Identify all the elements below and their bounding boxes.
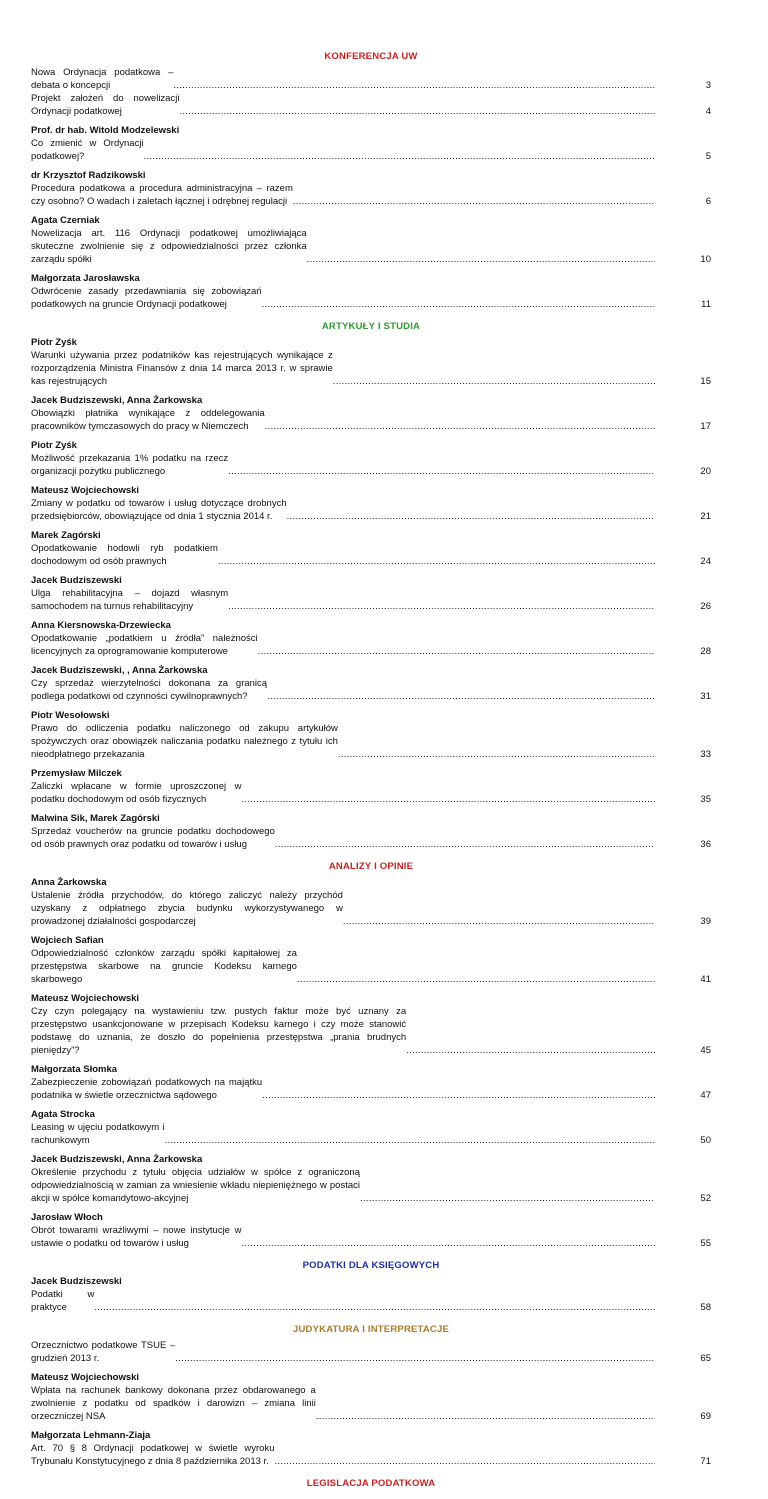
entry-page-number: 41 bbox=[700, 974, 711, 985]
entry-page-number: 36 bbox=[700, 839, 711, 850]
entry-title[interactable]: Odpowiedzialność członków zarządu spółki kapitałowej za przestępstwa skarbowe na gruncie Kodeksu karnego skarbowego bbox=[31, 948, 297, 985]
entry-line bbox=[31, 452, 711, 478]
entry-page-number: 20 bbox=[700, 466, 711, 477]
dot-leader bbox=[228, 465, 655, 478]
entry-title[interactable]: Art. 70 § 8 Ordynacji podatkowej w świetle wyroku Trybunału Konstytucyjnego z dnia 8 października 2013 r. bbox=[31, 1443, 275, 1467]
entry-line bbox=[31, 407, 711, 433]
entry-line bbox=[31, 285, 711, 311]
entry-title[interactable]: Zabezpieczenie zobowiązań podatkowych na majątku podatnika w świetle orzecznictwa sądowego bbox=[31, 1077, 263, 1101]
entry-line bbox=[31, 349, 711, 388]
entry-author: Piotr Zyśk bbox=[31, 440, 77, 451]
toc-entry[interactable] bbox=[31, 272, 711, 311]
toc-entry[interactable] bbox=[31, 992, 711, 1057]
toc-entry[interactable] bbox=[31, 1371, 711, 1423]
dot-leader bbox=[258, 645, 655, 658]
entry-title[interactable]: Podatki w praktyce bbox=[31, 1289, 95, 1313]
entry-title[interactable]: Leasing w ujęciu podatkowym i rachunkowym bbox=[31, 1122, 165, 1146]
entry-author: Przemysław Milczek bbox=[31, 768, 122, 779]
section-heading: LEGISLACJA PODATKOWA bbox=[306, 1478, 436, 1489]
section-heading: ANALIZY I OPINIE bbox=[328, 861, 414, 872]
entry-line bbox=[31, 92, 711, 118]
entry-line bbox=[31, 632, 711, 658]
toc-section bbox=[31, 51, 711, 311]
dot-leader bbox=[275, 1455, 655, 1468]
entry-title[interactable]: Orzecznictwo podatkowe TSUE – grudzień 2013 r. bbox=[31, 1340, 176, 1364]
dot-leader bbox=[144, 150, 655, 163]
entry-line bbox=[31, 1339, 711, 1365]
toc-entry[interactable] bbox=[31, 1108, 711, 1147]
toc-entry[interactable] bbox=[31, 1429, 711, 1468]
entry-title[interactable]: Warunki używania przez podatników kas rejestrujących wynikające z rozporządzenia Ministra Finansów z dnia 14 marca 2013 r. w sprawie kas rejestrujących bbox=[31, 350, 333, 387]
dot-leader bbox=[360, 1192, 655, 1205]
dot-leader bbox=[241, 793, 655, 806]
entry-line bbox=[31, 1005, 711, 1057]
dot-leader bbox=[275, 838, 655, 851]
toc-entry[interactable] bbox=[31, 812, 711, 851]
entry-author: Jacek Budziszewski, Anna Żarkowska bbox=[31, 395, 203, 406]
dot-leader bbox=[287, 510, 655, 523]
entry-title[interactable]: Wpłata na rachunek bankowy dokonana przez obdarowanego a zwolnienie z podatku od spadków i darowizn – zmiana linii orzeczniczej NSA bbox=[31, 1385, 316, 1422]
dot-leader bbox=[338, 748, 655, 761]
entry-line bbox=[31, 1442, 711, 1468]
dot-leader bbox=[316, 1410, 655, 1423]
toc-entry[interactable] bbox=[31, 66, 711, 92]
entry-author: Wojciech Safian bbox=[31, 935, 104, 946]
entry-author: Mateusz Wojciechowski bbox=[31, 1372, 140, 1383]
table-of-contents bbox=[31, 51, 711, 1499]
toc-entry[interactable] bbox=[31, 1211, 711, 1250]
entry-line bbox=[31, 137, 711, 163]
entry-page-number: 52 bbox=[700, 1193, 711, 1204]
dot-leader bbox=[175, 1352, 655, 1365]
entry-title[interactable]: Czy sprzedaż wierzytelności dokonana za granicą podlega podatkowi od czynności cywilnoprawnych? bbox=[31, 678, 268, 702]
toc-entry[interactable] bbox=[31, 1275, 711, 1314]
toc-entry[interactable] bbox=[31, 336, 711, 388]
toc-section bbox=[31, 1324, 711, 1468]
entry-title[interactable]: Opodatkowanie hodowli ryb podatkiem dochodowym od osób prawnych bbox=[31, 543, 218, 567]
toc-section bbox=[31, 861, 711, 1250]
dot-leader bbox=[267, 690, 655, 703]
entry-author: Mateusz Wojciechowski bbox=[31, 485, 140, 496]
entry-line bbox=[31, 1288, 711, 1314]
entry-title[interactable]: Zaliczki wpłacane w formie uproszczonej w podatku dochodowym od osób fizycznych bbox=[31, 781, 242, 805]
entry-author: Prof. dr hab. Witold Modzelewski bbox=[31, 125, 180, 136]
toc-entry[interactable] bbox=[31, 1339, 711, 1365]
dot-leader bbox=[179, 105, 655, 118]
entry-author: Mateusz Wojciechowski bbox=[31, 993, 140, 1004]
entry-list bbox=[31, 66, 711, 311]
dot-leader bbox=[333, 375, 655, 388]
entry-page-number: 11 bbox=[701, 299, 711, 310]
entry-author: Małgorzata Słomka bbox=[31, 1064, 118, 1075]
entry-page-number: 35 bbox=[700, 794, 711, 805]
section-heading: KONFERENCJA UW bbox=[324, 51, 418, 62]
dot-leader bbox=[307, 253, 655, 266]
entry-page-number: 71 bbox=[700, 1456, 711, 1467]
toc-entry[interactable] bbox=[31, 394, 711, 433]
entry-author: Piotr Wesołowski bbox=[31, 710, 110, 721]
entry-author: Jarosław Włoch bbox=[31, 1212, 103, 1223]
entry-author: Jacek Budziszewski, , Anna Żarkowska bbox=[31, 665, 208, 676]
entry-line bbox=[31, 1224, 711, 1250]
entry-title[interactable]: Ulga rehabilitacyjna – dojazd własnym samochodem na turnus rehabilitacyjny bbox=[31, 588, 229, 612]
entry-author: dr Krzysztof Radzikowski bbox=[31, 170, 146, 181]
entry-page-number: 39 bbox=[700, 916, 711, 927]
entry-page-number: 65 bbox=[700, 1353, 711, 1364]
entry-page-number: 31 bbox=[700, 691, 711, 702]
toc-entry[interactable] bbox=[31, 574, 711, 613]
toc-entry[interactable] bbox=[31, 767, 711, 806]
entry-title[interactable]: Nowa Ordynacja podatkowa – debata o koncepcji bbox=[31, 67, 174, 91]
toc-entry[interactable] bbox=[31, 1063, 711, 1102]
entry-line bbox=[31, 497, 711, 523]
section-heading: ARTYKUŁY I STUDIA bbox=[321, 321, 421, 332]
entry-line bbox=[31, 1384, 711, 1423]
entry-author: Anna Żarkowska bbox=[31, 877, 107, 888]
section-heading: PODATKI DLA KSIĘGOWYCH bbox=[302, 1260, 440, 1271]
entry-list bbox=[31, 876, 711, 1250]
entry-page-number: 45 bbox=[700, 1045, 711, 1056]
entry-page-number: 10 bbox=[700, 254, 711, 265]
entry-page-number: 4 bbox=[705, 106, 711, 117]
entry-line bbox=[31, 227, 711, 266]
entry-author: Małgorzata Lehmann-Ziaja bbox=[31, 1430, 151, 1441]
entry-line bbox=[31, 677, 711, 703]
toc-entry[interactable] bbox=[31, 1153, 711, 1205]
entry-title[interactable]: Zmiany w podatku od towarów i usług dotyczące drobnych przedsiębiorców, obowiązujące od dnia 1 stycznia 2014 r. bbox=[31, 498, 287, 522]
entry-page-number: 5 bbox=[705, 151, 711, 162]
entry-title[interactable]: Obowiązki płatnika wynikające z oddelegowania pracowników tymczasowych do pracy w Niemczech bbox=[31, 408, 265, 432]
entry-line bbox=[31, 722, 711, 761]
entry-title[interactable]: Projekt założeń do nowelizacji Ordynacji podatkowej bbox=[31, 93, 180, 117]
dot-leader bbox=[94, 1301, 655, 1314]
entry-author: Jacek Budziszewski bbox=[31, 1276, 122, 1287]
entry-page-number: 58 bbox=[700, 1302, 711, 1313]
entry-page-number: 69 bbox=[700, 1411, 711, 1422]
entry-page-number: 21 bbox=[700, 511, 711, 522]
dot-leader bbox=[343, 915, 655, 928]
toc-entry[interactable] bbox=[31, 124, 711, 163]
toc-entry[interactable] bbox=[31, 92, 711, 118]
entry-list bbox=[31, 1275, 711, 1314]
entry-page-number: 26 bbox=[700, 601, 711, 612]
toc-entry[interactable] bbox=[31, 619, 711, 658]
entry-title[interactable]: Opodatkowanie „podatkiem u źródła” należności licencyjnych za oprogramowanie komputerowe bbox=[31, 633, 258, 657]
toc-entry[interactable] bbox=[31, 529, 711, 568]
entry-title[interactable]: Ustalenie źródła przychodów, do którego zaliczyć należy przychód uzyskany z odpłatnego zbycia budynku wykorzystywanego w prowadzonej działalności gospodarczej bbox=[31, 890, 343, 927]
dot-leader bbox=[262, 1089, 655, 1102]
section-heading: JUDYKATURA I INTERPRETACJE bbox=[293, 1324, 449, 1335]
entry-page-number: 47 bbox=[700, 1090, 711, 1101]
entry-line bbox=[31, 66, 711, 92]
entry-line bbox=[31, 947, 711, 986]
toc-section bbox=[31, 1478, 711, 1489]
entry-title[interactable]: Czy czyn polegający na wystawieniu tzw. pustych faktur może być uznany za przestępstwo usankcjonowane w przepisach Kodeksu karnego i czy może stanowić podstawę do uznania, że doszło do popełnienia przestępstwa „prania brudnych pieniędzy”? bbox=[31, 1006, 407, 1056]
entry-line bbox=[31, 889, 711, 928]
entry-author: Piotr Zyśk bbox=[31, 337, 77, 348]
entry-page-number: 28 bbox=[700, 646, 711, 657]
entry-list bbox=[31, 1339, 711, 1468]
entry-page-number: 15 bbox=[700, 376, 711, 387]
entry-page-number: 3 bbox=[705, 80, 711, 91]
entry-title[interactable]: Sprzedaż voucherów na gruncie podatku dochodowego od osób prawnych oraz podatku od towarów i usług bbox=[31, 826, 275, 850]
entry-title[interactable]: Odwrócenie zasady przedawniania się zobowiązań podatkowych na gruncie Ordynacji podatkowej bbox=[31, 286, 262, 310]
entry-page-number: 6 bbox=[705, 196, 711, 207]
dot-leader bbox=[293, 195, 655, 208]
entry-line bbox=[31, 182, 711, 208]
entry-page-number: 24 bbox=[700, 556, 711, 567]
dot-leader bbox=[165, 1134, 655, 1147]
dot-leader bbox=[297, 973, 655, 986]
entry-author: Anna Kiersnowska-Drzewiecka bbox=[31, 620, 171, 631]
entry-line bbox=[31, 780, 711, 806]
entry-author: Malwina Sik, Marek Zagórski bbox=[31, 813, 160, 824]
toc-section bbox=[31, 1260, 711, 1314]
entry-title[interactable]: Co zmienić w Ordynacji podatkowej? bbox=[31, 138, 144, 162]
entry-author: Jacek Budziszewski bbox=[31, 575, 122, 586]
entry-line bbox=[31, 1121, 711, 1147]
entry-title[interactable]: Procedura podatkowa a procedura administracyjna – razem czy osobno? O wadach i zaletach łącznej i odrębnej regulacji bbox=[31, 183, 293, 207]
entry-line bbox=[31, 1076, 711, 1102]
entry-author: Marek Zagórski bbox=[31, 530, 101, 541]
dot-leader bbox=[218, 555, 655, 568]
toc-entry[interactable] bbox=[31, 439, 711, 478]
toc-entry[interactable] bbox=[31, 484, 711, 523]
dot-leader bbox=[406, 1044, 655, 1057]
entry-author: Agata Czerniak bbox=[31, 215, 100, 226]
entry-line bbox=[31, 587, 711, 613]
toc-entry[interactable] bbox=[31, 664, 711, 703]
entry-author: Agata Strocka bbox=[31, 1109, 95, 1120]
entry-page-number: 17 bbox=[700, 421, 711, 432]
toc-entry[interactable] bbox=[31, 709, 711, 761]
toc-section bbox=[31, 321, 711, 851]
entry-author: Jacek Budziszewski, Anna Żarkowska bbox=[31, 1154, 203, 1165]
toc-entry[interactable] bbox=[31, 214, 711, 266]
entry-title[interactable]: Nowelizacja art. 116 Ordynacji podatkowej umożliwiająca skuteczne zwolnienie się z odpowiedzialności przez członka zarządu spółki bbox=[31, 228, 307, 265]
entry-line bbox=[31, 542, 711, 568]
entry-page-number: 55 bbox=[700, 1238, 711, 1249]
dot-leader bbox=[265, 420, 655, 433]
dot-leader bbox=[173, 79, 655, 92]
entry-title[interactable]: Prawo do odliczenia podatku naliczonego od zakupu artykułów spożywczych oraz obowiązek naliczania podatku należnego z tytułu ich nieodpłatnego przekazania bbox=[31, 723, 338, 760]
entry-page-number: 33 bbox=[700, 749, 711, 760]
entry-author: Małgorzata Jarosławska bbox=[31, 273, 140, 284]
entry-title[interactable]: Możliwość przekazania 1% podatku na rzecz organizacji pożytku publicznego bbox=[31, 453, 229, 477]
entry-line bbox=[31, 825, 711, 851]
entry-title[interactable]: Obrót towarami wrażliwymi – nowe instytucje w ustawie o podatku od towarów i usług bbox=[31, 1225, 242, 1249]
dot-leader bbox=[228, 600, 655, 613]
toc-entry[interactable] bbox=[31, 876, 711, 928]
entry-line bbox=[31, 1166, 711, 1205]
toc-entry[interactable] bbox=[31, 934, 711, 986]
toc-entry[interactable] bbox=[31, 169, 711, 208]
dot-leader bbox=[262, 298, 655, 311]
entry-page-number: 50 bbox=[700, 1135, 711, 1146]
entry-list bbox=[31, 336, 711, 851]
dot-leader bbox=[241, 1237, 655, 1250]
entry-title[interactable]: Określenie przychodu z tytułu objęcia udziałów w spółce z ograniczoną odpowiedzialnością w zamian za wniesienie wkładu niepieniężnego w postaci akcji w spółce komandytowo-akcyjnej bbox=[31, 1167, 360, 1204]
